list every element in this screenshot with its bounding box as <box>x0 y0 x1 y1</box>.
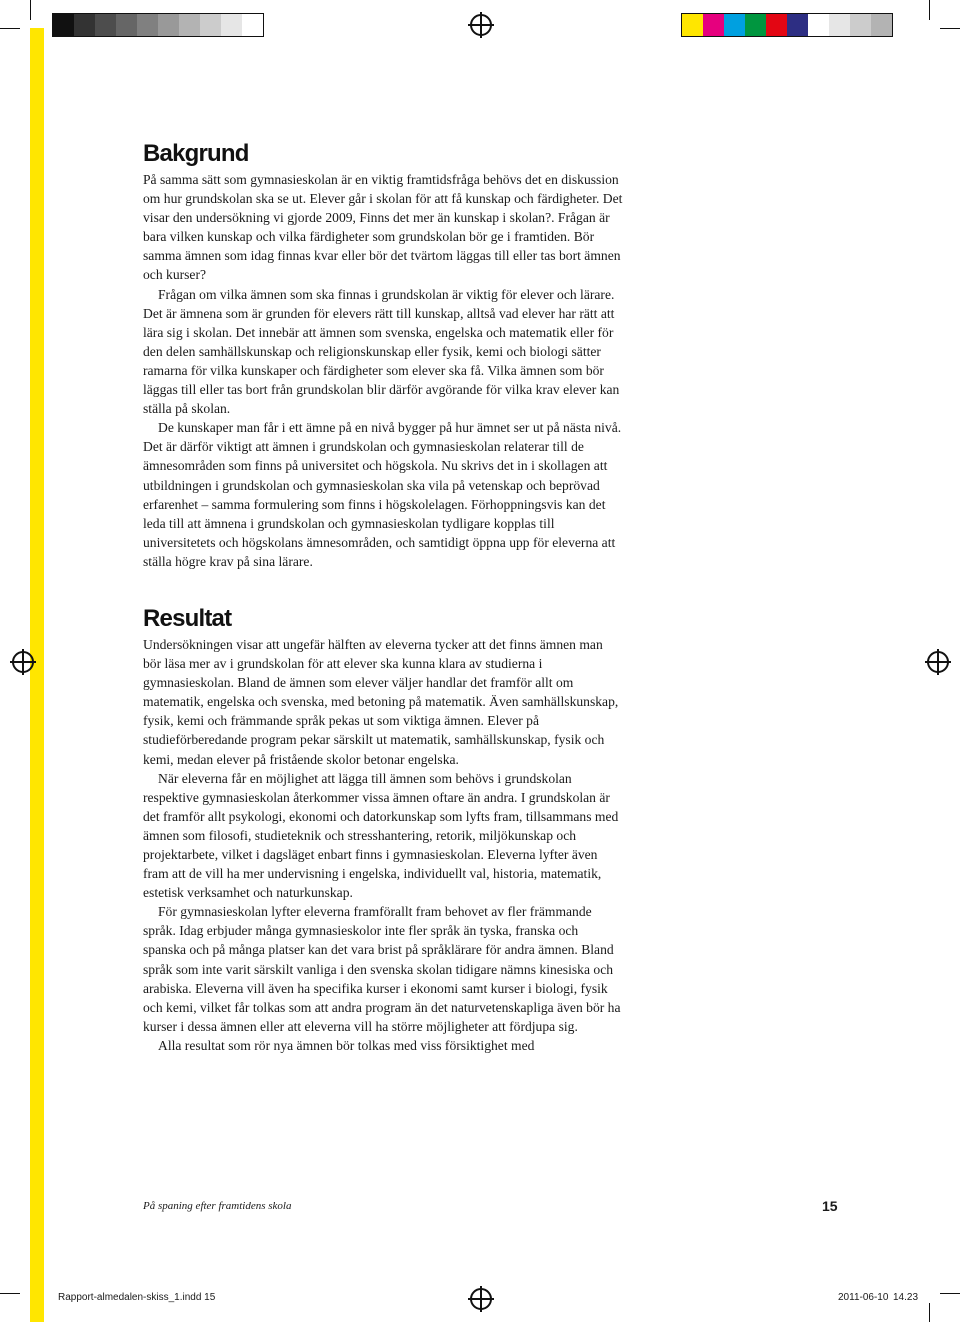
article-body <box>143 140 623 1055</box>
slug-date: 2011-06-10 <box>838 1292 889 1303</box>
registration-mark-icon <box>12 651 34 673</box>
crop-mark <box>940 28 960 29</box>
paragraph: Frågan om vilka ämnen som ska finnas i grundskolan är viktig för elever och lärare. Det är ämnena som är grunden för elevers rätt till kunskap, alltså vad elever har rätt att lära sig i skolan. Det innebär att ämnen som svenska, engelska och matematik eller för den delen samhällskunskap och religionskunskap eller fysik, kemi och biologi sätter ramarna för vilka kunskaper och färdigheter som elever ska få. Vilka ämnen som bör läggas till eller tas bort från grundskolan blir därför avgörande för vilka krav elever kan ställa på skolan. <box>143 286 620 417</box>
page-number: 15 <box>822 1198 838 1214</box>
paragraph: När eleverna får en möjlighet att lägga till ämnen som behövs i grundskolan respektive gymnasieskolan återkommer vissa ämnen oftare än andra. I grundskolan är det framför allt psykologi, ekonomi och datorkunskap som lyfts fram, tillsammans med ämnen som filosofi, studieteknik och stresshantering, retorik, miljökunskap och projektarbete, vilket i dagsläget enbart finns i gymnasieskolan. Eleverna lyfter även fram att de vill ha mer undervisning i engelska, individuellt val, historia, matematik, estetisk verksamhet och naturkunskap. <box>143 770 619 901</box>
slug-filename: Rapport-almedalen-skiss_1.indd 15 <box>58 1292 216 1303</box>
crop-mark <box>0 1293 20 1294</box>
color-swatch <box>137 14 158 36</box>
paragraph: Undersökningen visar att ungefär hälften av eleverna tycker att det finns ämnen man bör läsa mer av i grundskolan för att elever ska kunna klara av studierna i gymnasieskolan. Bland de ämnen som elever väljer handlar det framför allt om matematik, engelska och svenska, med betoning på matematik. Även samhällskunskap, fysik, kemi och främmande språk pekas ut som viktiga ämnen. Elever på studieförberedande program pekar särskilt ut matematik, samhällskunskap, fysik och kemi, medan elever på fristående skolor betonar engelska. <box>143 636 619 767</box>
paragraph: Alla resultat som rör nya ämnen bör tolkas med viss försiktighet med <box>158 1037 535 1053</box>
crop-mark <box>940 1293 960 1294</box>
color-swatch <box>242 14 263 36</box>
registration-mark-icon <box>470 1288 492 1310</box>
color-swatch <box>221 14 242 36</box>
section-heading: Bakgrund <box>143 140 249 167</box>
slug-time: 14.23 <box>893 1292 919 1303</box>
crop-mark <box>0 28 20 29</box>
grey-color-bar <box>52 13 264 37</box>
color-swatch <box>808 14 829 36</box>
color-swatch <box>116 14 137 36</box>
color-swatch <box>724 14 745 36</box>
yellow-margin-bar <box>30 28 44 1322</box>
color-swatch <box>745 14 766 36</box>
color-swatch <box>787 14 808 36</box>
registration-mark-icon <box>927 651 949 673</box>
paragraph: På samma sätt som gymnasieskolan är en viktig framtidsfråga behövs det en diskussion om hur grundskolan ska se ut. Elever går i skolan för att få kunskap och färdigheter. Det visar den undersökning vi gjorde 2009, Finns det mer än kunskap i skolan?. Frågan är bara vilken kunskap och vilka färdigheter som grundskolan bör ge i framtiden. Bör samma ämnen som idag finnas kvar eller bör det tvärtom läggas till eller tas bort ämnen och kurser? <box>143 172 623 283</box>
color-swatch <box>53 14 74 36</box>
color-swatch <box>766 14 787 36</box>
registration-mark-icon <box>470 14 492 36</box>
paragraph: För gymnasieskolan lyfter eleverna framförallt fram behovet av fler främmande språk. Idag erbjuder många gymnasieskolor inte fler språk än tyska, franska och spanska och på många platser kan det vara brist på språklärare för andra ämnen. Bland språk som inte varit särskilt vanliga i den svenska skolan tidigare nämns kinesiska och arabiska. Eleverna vill även ha specifika kurser i ekonomi samt kurser i biologi, fysik och kemi, vilket får tolkas som att andra program än det naturvetenskapliga även bör ha kurser i dessa ämnen eller att eleverna vill ha större möjligheter att fördjupa sig. <box>143 904 621 1034</box>
color-swatch <box>179 14 200 36</box>
color-swatch <box>682 14 703 36</box>
process-color-bar <box>681 13 893 37</box>
section-bakgrund <box>143 140 623 571</box>
color-swatch <box>95 14 116 36</box>
color-swatch <box>829 14 850 36</box>
crop-mark <box>929 1303 930 1322</box>
section-resultat <box>143 605 623 1055</box>
color-swatch <box>200 14 221 36</box>
color-swatch <box>74 14 95 36</box>
running-footer-title: På spaning efter framtidens skola <box>143 1200 292 1212</box>
color-swatch <box>850 14 871 36</box>
color-swatch <box>158 14 179 36</box>
color-swatch <box>703 14 724 36</box>
crop-mark <box>929 0 930 20</box>
crop-mark <box>30 0 31 20</box>
color-swatch <box>871 14 892 36</box>
paragraph: De kunskaper man får i ett ämne på en nivå bygger på hur ämnet ser ut på nästa nivå. Det är därför viktigt att ämnen i grundskolan och gymnasieskolan relaterar till de ämnesområden som finns på universitet och högskola. Nu skrivs det in i skollagen att utbildningen i grundskolan och gymnasieskolan ska vila på vetenskap och beprövad erfarenhet – samma formulering som finns i högskolelagen. Förhoppningsvis kan det leda till att ämnena i grundskolan och gymnasieskolan tydligare kopplas till universitetets och högskolans ämnesområden, och samtidigt öppna upp för eleverna att ställa högre krav på sina lärare. <box>143 420 622 569</box>
section-heading: Resultat <box>143 604 232 632</box>
